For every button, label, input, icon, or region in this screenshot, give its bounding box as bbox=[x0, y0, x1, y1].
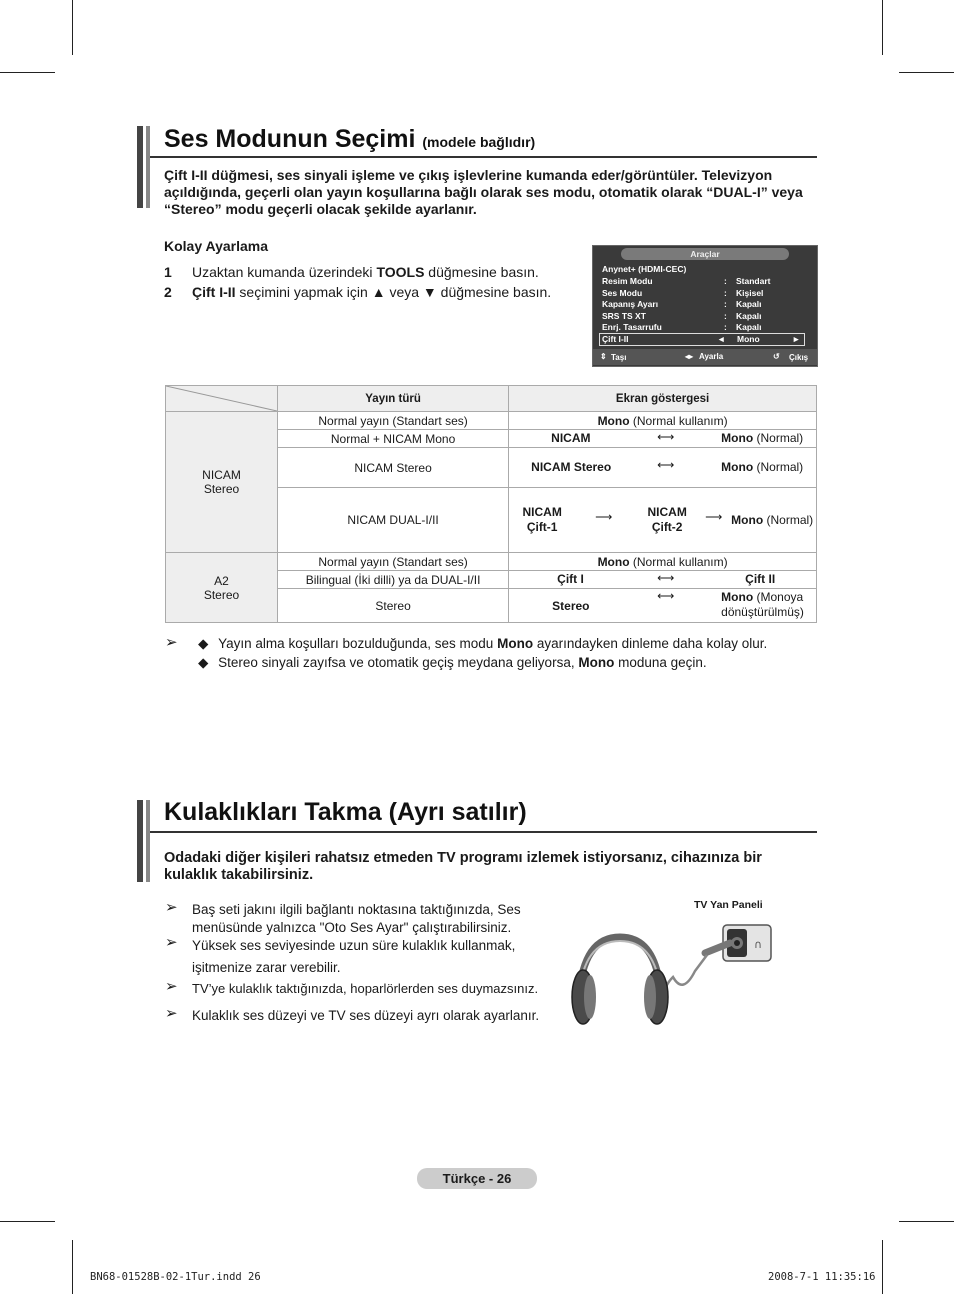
display-a: NICAM Stereo bbox=[531, 460, 612, 474]
right-arrow-icon: ⟶ bbox=[705, 510, 723, 524]
tv-side-panel-label: TV Yan Paneli bbox=[694, 899, 763, 911]
step-number: 2 bbox=[164, 284, 172, 300]
crop-mark bbox=[899, 72, 954, 73]
display-b: Çift II bbox=[745, 572, 776, 586]
osd-row-colon: : bbox=[724, 288, 727, 298]
display-a bbox=[522, 505, 562, 535]
display-b bbox=[721, 431, 803, 445]
section-bar bbox=[137, 126, 143, 208]
step-text-bold: Çift I-II bbox=[192, 284, 236, 300]
easy-setup-title: Kolay Ayarlama bbox=[164, 238, 269, 254]
osd-move-label: Taşı bbox=[611, 353, 627, 362]
osd-row bbox=[602, 264, 807, 275]
screen-display-cell bbox=[509, 412, 817, 430]
display-b-bold: Mono bbox=[721, 460, 754, 474]
table-header-row bbox=[166, 386, 817, 412]
screen-display-cell bbox=[509, 553, 817, 571]
table-row bbox=[166, 553, 817, 571]
display-rest: (Normal kullanım) bbox=[629, 413, 728, 428]
diamond-bullet-icon: ◆ bbox=[198, 655, 209, 670]
display-b-line2: Çift-2 bbox=[651, 520, 683, 534]
crop-mark bbox=[0, 1221, 55, 1222]
osd-row-key: Ses Modu bbox=[602, 288, 643, 298]
display-c-rest: (Normal) bbox=[763, 513, 814, 527]
osd-row-key: Çift I-II bbox=[602, 334, 629, 344]
display-b-rest: (Normal) bbox=[753, 431, 804, 445]
osd-row-key: Kapanış Ayarı bbox=[602, 299, 659, 309]
display-b-rest: (Normal) bbox=[753, 460, 804, 474]
header-broadcast-type: Yayın türü bbox=[278, 386, 509, 412]
note-text-post: moduna geçin. bbox=[614, 655, 707, 670]
display-b bbox=[721, 460, 803, 474]
note-text-bold: Mono bbox=[578, 655, 615, 670]
step-text-post: düğmesine basın. bbox=[424, 264, 539, 280]
osd-row-colon: : bbox=[724, 276, 727, 286]
step-text-pre: Uzaktan kumanda üzerindeki bbox=[192, 264, 377, 280]
note-item: Kulaklık ses düzeyi ve TV ses düzeyi ayrı olarak ayarlanır. bbox=[192, 1008, 540, 1023]
display-a-line1: NICAM bbox=[522, 505, 562, 519]
broadcast-type-cell: Normal yayın (Standart ses) bbox=[278, 553, 509, 571]
footer-file-info: BN68-01528B-02-1Tur.indd 26 bbox=[90, 1271, 261, 1283]
section-bar bbox=[137, 800, 143, 882]
osd-footer bbox=[593, 349, 817, 365]
step-text bbox=[192, 283, 551, 301]
osd-row bbox=[602, 288, 807, 299]
section-intro: Odadaki diğer kişileri rahatsız etmeden TV programı izlemek istiyorsanız, cihazınıza bir kulaklık takabilirsiniz. bbox=[164, 850, 762, 883]
note-item: TV’ye kulaklık taktığınızda, hoparlörlerden ses duymazsınız. bbox=[192, 981, 539, 996]
section-bar bbox=[146, 800, 150, 882]
leftright-icon: ◂▸ bbox=[685, 352, 694, 361]
note-item: Baş seti jakını ilgili bağlantı noktasına taktığınızda, Ses menüsünde yalnızca "Oto Ses Ayar" çalıştırabilirsiniz. bbox=[192, 902, 521, 935]
broadcast-type-cell: NICAM Stereo bbox=[278, 448, 509, 488]
osd-row-value: Kapalı bbox=[736, 299, 762, 309]
crop-mark bbox=[0, 72, 55, 73]
double-arrow-icon: ⟷ bbox=[657, 430, 675, 444]
osd-left-arrow-icon: ◄ bbox=[717, 334, 726, 344]
screen-display-cell bbox=[509, 589, 817, 623]
crop-mark bbox=[882, 0, 883, 55]
section-title: Kulaklıkları Takma (Ayrı satılır) bbox=[164, 798, 527, 826]
broadcast-type-cell: Bilingual (İki dilli) ya da DUAL-I/II bbox=[278, 571, 509, 589]
page-number-label: Türkçe - 26 bbox=[417, 1168, 537, 1189]
display-c-bold: Mono bbox=[731, 513, 764, 527]
osd-row-selected bbox=[599, 333, 805, 346]
osd-row-colon: : bbox=[724, 299, 727, 309]
broadcast-type-cell: Stereo bbox=[278, 589, 509, 623]
osd-row-colon: : bbox=[724, 322, 727, 332]
osd-row bbox=[602, 299, 807, 310]
crop-mark bbox=[882, 1240, 883, 1294]
double-arrow-icon: ⟷ bbox=[657, 571, 675, 585]
section-title bbox=[164, 125, 535, 154]
section-intro: Çift I-II düğmesi, ses sinyali işleme ve çıkış işlevlerine kumanda eder/görüntüler. Televizyon açıldığında, geçerli olan yayın koşullarına bağlı olarak ses modu, otomatik olarak “DUAL-I” veya “Stereo” modu geçerli olacak şekilde ayarlanır. bbox=[164, 167, 803, 217]
step-text-post: seçimini yapmak için ▲ veya ▼ düğmesine basın. bbox=[235, 284, 552, 300]
display-b-bold: Mono bbox=[721, 431, 754, 445]
display-c bbox=[731, 513, 813, 527]
display-a: Çift I bbox=[557, 572, 584, 586]
osd-row-value: Mono bbox=[737, 334, 760, 344]
display-a-line2: Çift-1 bbox=[526, 520, 558, 534]
osd-adjust-label: Ayarla bbox=[699, 352, 724, 361]
crop-mark bbox=[72, 0, 73, 55]
title-rule bbox=[150, 831, 817, 833]
section-title-text: Ses Modunun Seçimi bbox=[164, 125, 416, 153]
header-screen-display: Ekran göstergesi bbox=[509, 386, 817, 412]
note-text-bold: Mono bbox=[497, 636, 534, 651]
display-a: NICAM bbox=[551, 431, 591, 445]
screen-display-cell bbox=[509, 488, 817, 553]
osd-row-key: Enrj. Tasarrufu bbox=[602, 322, 662, 332]
note-text-pre: Stereo sinyali zayıfsa ve otomatik geçiş meydana geliyorsa, bbox=[218, 655, 579, 670]
display-b bbox=[647, 505, 687, 535]
return-icon: ↺ bbox=[773, 352, 780, 361]
nicam-stereo-label-text: NICAM Stereo bbox=[202, 468, 241, 496]
step-text bbox=[192, 263, 539, 281]
note-arrow-icon: ➢ bbox=[165, 899, 178, 916]
updown-icon: ⇕ bbox=[600, 352, 607, 361]
section-bar bbox=[146, 126, 150, 208]
osd-row-value: Kişisel bbox=[736, 288, 764, 298]
tools-osd-menu bbox=[592, 245, 818, 367]
note-arrow-icon: ➢ bbox=[165, 1005, 178, 1022]
note-arrow-icon: ➢ bbox=[165, 934, 178, 951]
display-b-line1: NICAM bbox=[647, 505, 687, 519]
screen-display-cell bbox=[509, 448, 817, 488]
osd-row bbox=[602, 276, 807, 287]
osd-row-key: Anynet+ (HDMI-CEC) bbox=[602, 264, 687, 274]
broadcast-type-cell: Normal + NICAM Mono bbox=[278, 430, 509, 448]
title-rule bbox=[150, 156, 817, 158]
display-bold: Mono bbox=[597, 413, 630, 428]
svg-text:∩: ∩ bbox=[754, 938, 763, 951]
note-item bbox=[198, 635, 767, 653]
display-b-rest: (Monoya bbox=[753, 590, 804, 604]
display-rest: (Normal kullanım) bbox=[629, 554, 728, 569]
osd-row bbox=[602, 322, 807, 333]
note-text-pre: Yayın alma koşulları bozulduğunda, ses modu bbox=[218, 636, 498, 651]
screen-display-cell bbox=[509, 571, 817, 589]
step-2 bbox=[164, 283, 552, 301]
osd-row-key: SRS TS XT bbox=[602, 311, 646, 321]
diagonal-header-cell bbox=[166, 386, 278, 412]
crop-mark bbox=[72, 1240, 73, 1294]
osd-exit-label: Çıkış bbox=[789, 353, 809, 362]
display-bold: Mono bbox=[597, 554, 630, 569]
section-title-note: (modele bağlıdır) bbox=[422, 134, 536, 150]
headphone-cable bbox=[665, 955, 707, 997]
note-arrow-icon: ➢ bbox=[165, 634, 178, 651]
broadcast-type-cell: NICAM DUAL-I/II bbox=[278, 488, 509, 553]
step-1 bbox=[164, 263, 539, 281]
a2-stereo-label bbox=[166, 553, 278, 623]
osd-row-value: Kapalı bbox=[736, 311, 762, 321]
osd-row-value: Standart bbox=[736, 276, 771, 286]
display-a: Stereo bbox=[552, 599, 590, 613]
osd-row-colon: : bbox=[724, 311, 727, 321]
right-arrow-icon: ⟶ bbox=[595, 510, 613, 524]
step-text-bold: TOOLS bbox=[376, 264, 425, 280]
osd-title: Araçlar bbox=[621, 248, 789, 260]
double-arrow-icon: ⟷ bbox=[657, 589, 675, 603]
note-item: Yüksek ses seviyesinde uzun süre kulaklık kullanmak, işitmenize zarar verebilir. bbox=[192, 938, 516, 975]
osd-row-value: Kapalı bbox=[736, 322, 762, 332]
step-number: 1 bbox=[164, 264, 172, 280]
note-item bbox=[198, 654, 707, 672]
a2-stereo-label-text: A2 Stereo bbox=[203, 573, 240, 602]
screen-display-cell bbox=[509, 430, 817, 448]
note-arrow-icon: ➢ bbox=[165, 978, 178, 995]
table-row bbox=[166, 412, 817, 430]
display-b-line2: dönüştürülmüş) bbox=[721, 605, 804, 619]
osd-right-arrow-icon: ► bbox=[792, 334, 801, 344]
broadcast-type-cell: Normal yayın (Standart ses) bbox=[278, 412, 509, 430]
display-b bbox=[721, 590, 804, 620]
sound-mode-table bbox=[165, 385, 817, 623]
osd-row bbox=[602, 311, 807, 322]
crop-mark bbox=[899, 1221, 954, 1222]
osd-row-key: Resim Modu bbox=[602, 276, 653, 286]
note-text-post: ayarındayken dinleme daha kolay olur. bbox=[533, 636, 768, 651]
double-arrow-icon: ⟷ bbox=[657, 458, 675, 472]
headphone-illustration bbox=[565, 915, 780, 1040]
nicam-stereo-label bbox=[166, 412, 278, 553]
display-b-bold: Mono bbox=[721, 590, 754, 604]
footer-timestamp: 2008-7-1 11:35:16 bbox=[768, 1271, 876, 1283]
diamond-bullet-icon: ◆ bbox=[198, 636, 209, 651]
